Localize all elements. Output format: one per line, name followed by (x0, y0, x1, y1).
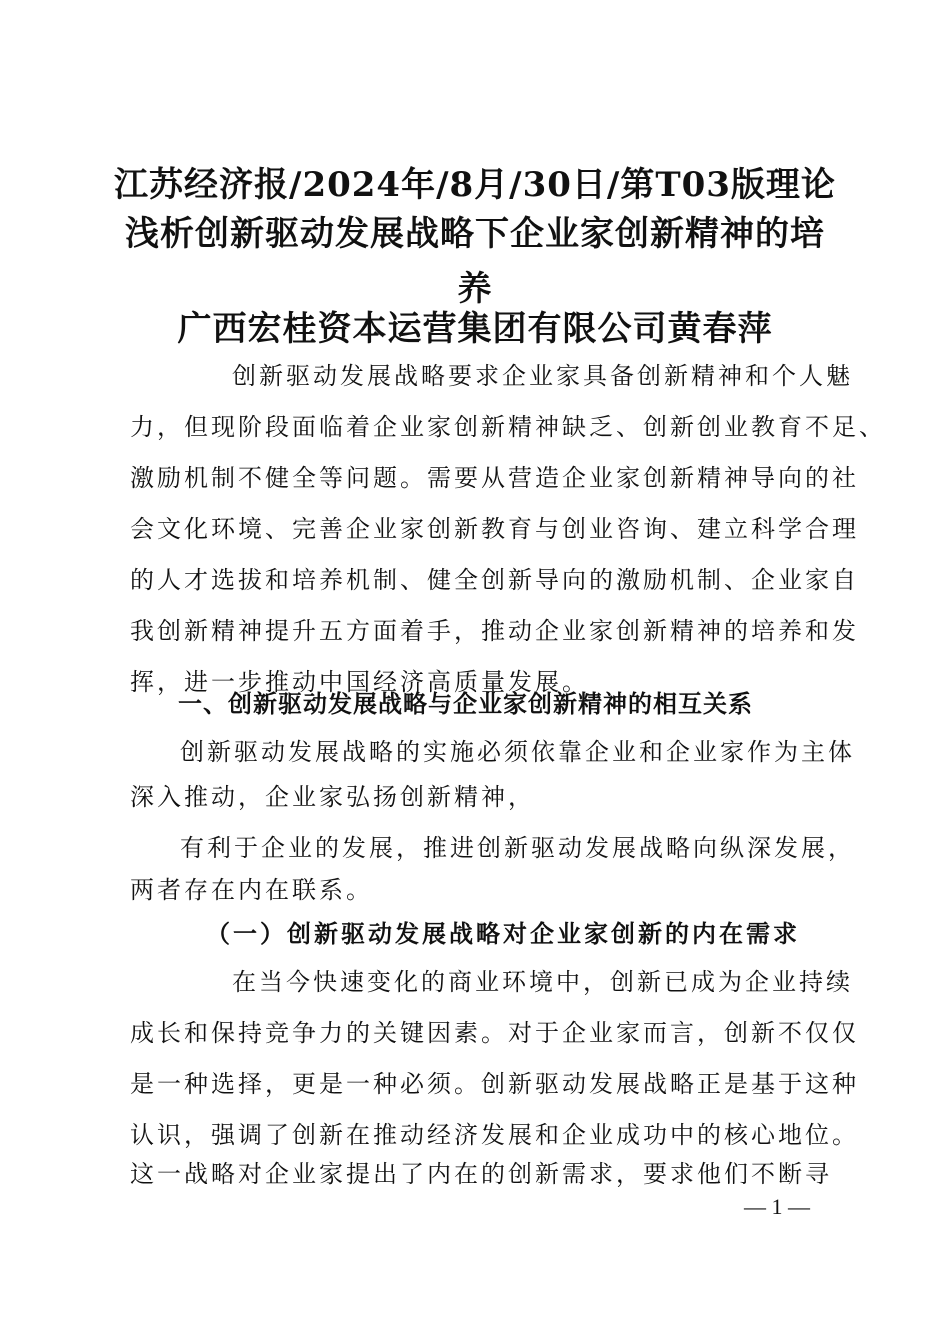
article-title-line-1: 浅析创新驱动发展战略下企业家创新精神的培 (125, 214, 825, 254)
subsection-heading: （一）创新驱动发展战略对企业家创新的内在需求 (206, 919, 800, 948)
paragraph-line: 在当今快速变化的商业环境中，创新已成为企业持续 (232, 968, 853, 996)
abstract-line: 创新驱动发展战略要求企业家具备创新精神和个人魅 (232, 362, 853, 390)
author-line: 广西宏桂资本运营集团有限公司黄春萍 (177, 309, 773, 349)
page-number: — 1 — (744, 1194, 810, 1219)
article-title-line-2: 养 (457, 269, 493, 309)
abstract-line: 挥，进一步推动中国经济高质量发展。 (130, 668, 589, 696)
abstract-line: 会文化环境、完善企业家创新教育与创业咨询、建立科学合理 (130, 515, 859, 543)
abstract-line: 我创新精神提升五方面着手，推动企业家创新精神的培养和发 (130, 617, 859, 645)
abstract-line: 力，但现阶段面临着企业家创新精神缺乏、创新创业教育不足、 (130, 413, 886, 441)
paragraph-line: 有利于企业的发展，推进创新驱动发展战略向纵深发展， (180, 834, 855, 862)
abstract-line: 激励机制不健全等问题。需要从营造企业家创新精神导向的社 (130, 464, 859, 492)
paragraph-line: 这一战略对企业家提出了内在的创新需求，要求他们不断寻 (130, 1160, 832, 1188)
section-heading: 一、创新驱动发展战略与企业家创新精神的相互关系 (178, 690, 753, 718)
paragraph-line: 认识，强调了创新在推动经济发展和企业成功中的核心地位。 (130, 1121, 859, 1149)
paragraph-line: 深入推动，企业家弘扬创新精神， (130, 783, 535, 811)
abstract-line: 的人才选拔和培养机制、健全创新导向的激励机制、企业家自 (130, 566, 859, 594)
paragraph-line: 两者存在内在联系。 (130, 876, 373, 904)
paragraph-line: 是一种选择，更是一种必须。创新驱动发展战略正是基于这种 (130, 1070, 859, 1098)
newspaper-source-line: 江苏经济报/2024年/8月/30日/第T03版理论 (114, 165, 836, 205)
paragraph-line: 成长和保持竞争力的关键因素。对于企业家而言，创新不仅仅 (130, 1019, 859, 1047)
paragraph-line: 创新驱动发展战略的实施必须依靠企业和企业家作为主体 (180, 738, 855, 766)
